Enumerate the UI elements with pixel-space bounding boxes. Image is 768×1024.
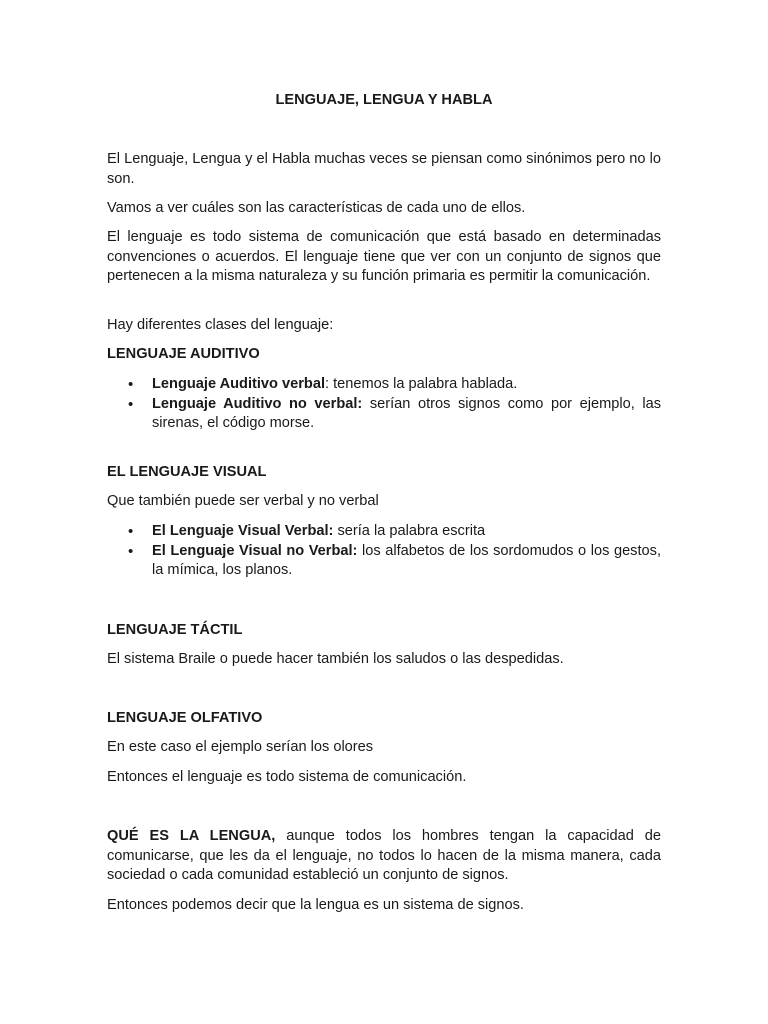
- list-item-text: : tenemos la palabra hablada.: [325, 376, 518, 392]
- list-item-term: El Lenguaje Visual Verbal:: [152, 523, 334, 539]
- heading-lenguaje-tactil: LENGUAJE TÁCTIL: [107, 622, 243, 638]
- paragraph-lengua-conclusion: Entonces podemos decir que la lengua es un sistema de signos.: [107, 897, 524, 913]
- document-title: LENGUAJE, LENGUA Y HABLA: [275, 92, 493, 108]
- paragraph-language-conclusion: Entonces el lenguaje es todo sistema de comunicación.: [107, 769, 467, 785]
- heading-lenguaje-olfativo: LENGUAJE OLFATIVO: [107, 710, 263, 726]
- bullet-icon: •: [128, 376, 134, 393]
- list-item-term: El Lenguaje Visual no Verbal:: [152, 542, 358, 559]
- paragraph-tactil: El sistema Braile o puede hacer también los saludos o las despedidas.: [107, 651, 564, 667]
- list-item: [107, 522, 661, 542]
- paragraph-language-definition: El lenguaje es todo sistema de comunicación que está basado en determinadas convenciones o acuerdos. El lenguaje tiene que ver con un conjunto de signos que pertenecen a la misma naturaleza y su función primaria es permitir la comunicación.: [107, 229, 661, 284]
- list-item-term: Lenguaje Auditivo no verbal:: [152, 395, 363, 412]
- bullet-icon: •: [128, 395, 134, 413]
- list-visual: [107, 522, 661, 581]
- paragraph-characteristics: Vamos a ver cuáles son las características de cada uno de ellos.: [107, 200, 526, 216]
- lengua-text: aunque todos los hombres tengan la capacidad de comunicarse, que les da el lenguaje, no todos lo hacen de la misma manera, cada sociedad o cada comunidad estableció un conjunto de signos.: [107, 828, 661, 883]
- list-item-text: sería la palabra escrita: [333, 523, 486, 539]
- paragraph-intro: El Lenguaje, Lengua y el Habla muchas veces se piensan como sinónimos pero no lo son.: [107, 151, 661, 187]
- paragraph-olfativo: En este caso el ejemplo serían los olores: [107, 739, 374, 755]
- list-item: [107, 375, 661, 395]
- paragraph-visual-intro: Que también puede ser verbal y no verbal: [107, 493, 379, 509]
- list-item-term: Lenguaje Auditivo verbal: [152, 376, 325, 392]
- list-item-text: serían otros signos como por ejemplo, las sirenas, el código morse.: [152, 395, 661, 431]
- list-auditivo: [107, 375, 661, 434]
- heading-lenguaje-visual: EL LENGUAJE VISUAL: [107, 464, 267, 480]
- bullet-icon: •: [128, 523, 134, 540]
- paragraph-lengua: [107, 827, 661, 886]
- lengua-term: QUÉ ES LA LENGUA,: [107, 828, 276, 844]
- list-item: [107, 395, 661, 434]
- heading-lenguaje-auditivo: LENGUAJE AUDITIVO: [107, 346, 260, 362]
- paragraph-classes: Hay diferentes clases del lenguaje:: [107, 317, 334, 333]
- list-item: [107, 542, 661, 581]
- bullet-icon: •: [128, 542, 134, 560]
- list-item-text: los alfabetos de los sordomudos o los gestos, la mímica, los planos.: [152, 542, 662, 578]
